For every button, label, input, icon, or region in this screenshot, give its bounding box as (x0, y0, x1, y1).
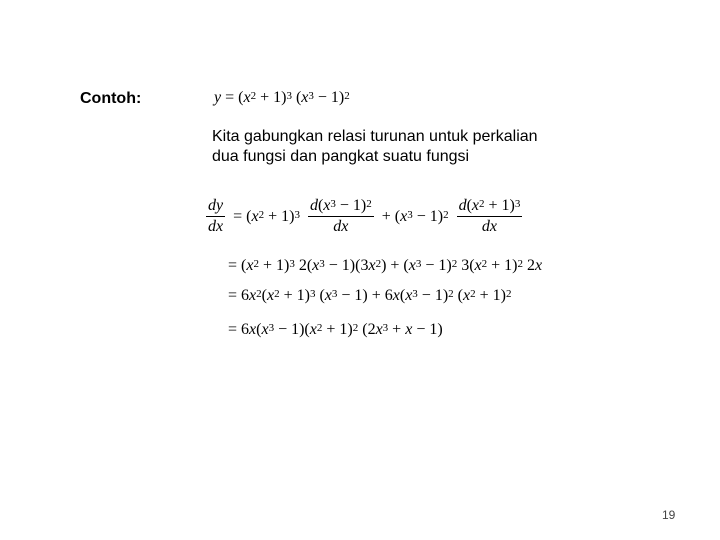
function-equation: $y = (x^2 + 1)^3$ $(x^3 - 1)^2$ (214, 89, 350, 106)
derivation-step-2: = $(x^2 + 1)^3$ $2(x^3 - 1)(3x^2) + (x^3 - 1)^2$ $3(x^2 + 1)^2$ 2x (228, 257, 543, 274)
derivation-step-3: = $6x^2(x^2 + 1)^3$ $(x^3 - 1) + 6x(x^3 - 1)^2$ $(x^2 + 1)^2$ (228, 287, 512, 304)
description-line-1: Kita gabungkan relasi turunan untuk perkalian (212, 128, 538, 145)
example-label: Contoh: (80, 90, 142, 107)
fraction-derivative-2: $\frac{d(x^2 + 1)^3}{dx}$ (458, 197, 521, 235)
fraction-derivative-1: $\frac{d(x^3 - 1)^2}{dx}$ (309, 197, 372, 235)
derivation-step-4: = $6x(x^3 - 1)(x^2 + 1)^2$ $(2x^3 + x - 1)$ (228, 321, 443, 338)
derivation-step-1: $\frac{dy}{dx}$ = $(x^2 + 1)^3$ $\frac{d(x^3 - 1)^2}{dx}$ + $(x^3 - 1)^2$ $\frac{d(x^2 + 1)^3}{dx}$ (208, 197, 521, 235)
description (212, 127, 538, 167)
fraction-dy-dx: $\frac{dy}{dx}$ (208, 197, 224, 235)
description-line-2: dua fungsi dan pangkat suatu fungsi (212, 148, 470, 165)
page-number: 19 (662, 508, 676, 522)
